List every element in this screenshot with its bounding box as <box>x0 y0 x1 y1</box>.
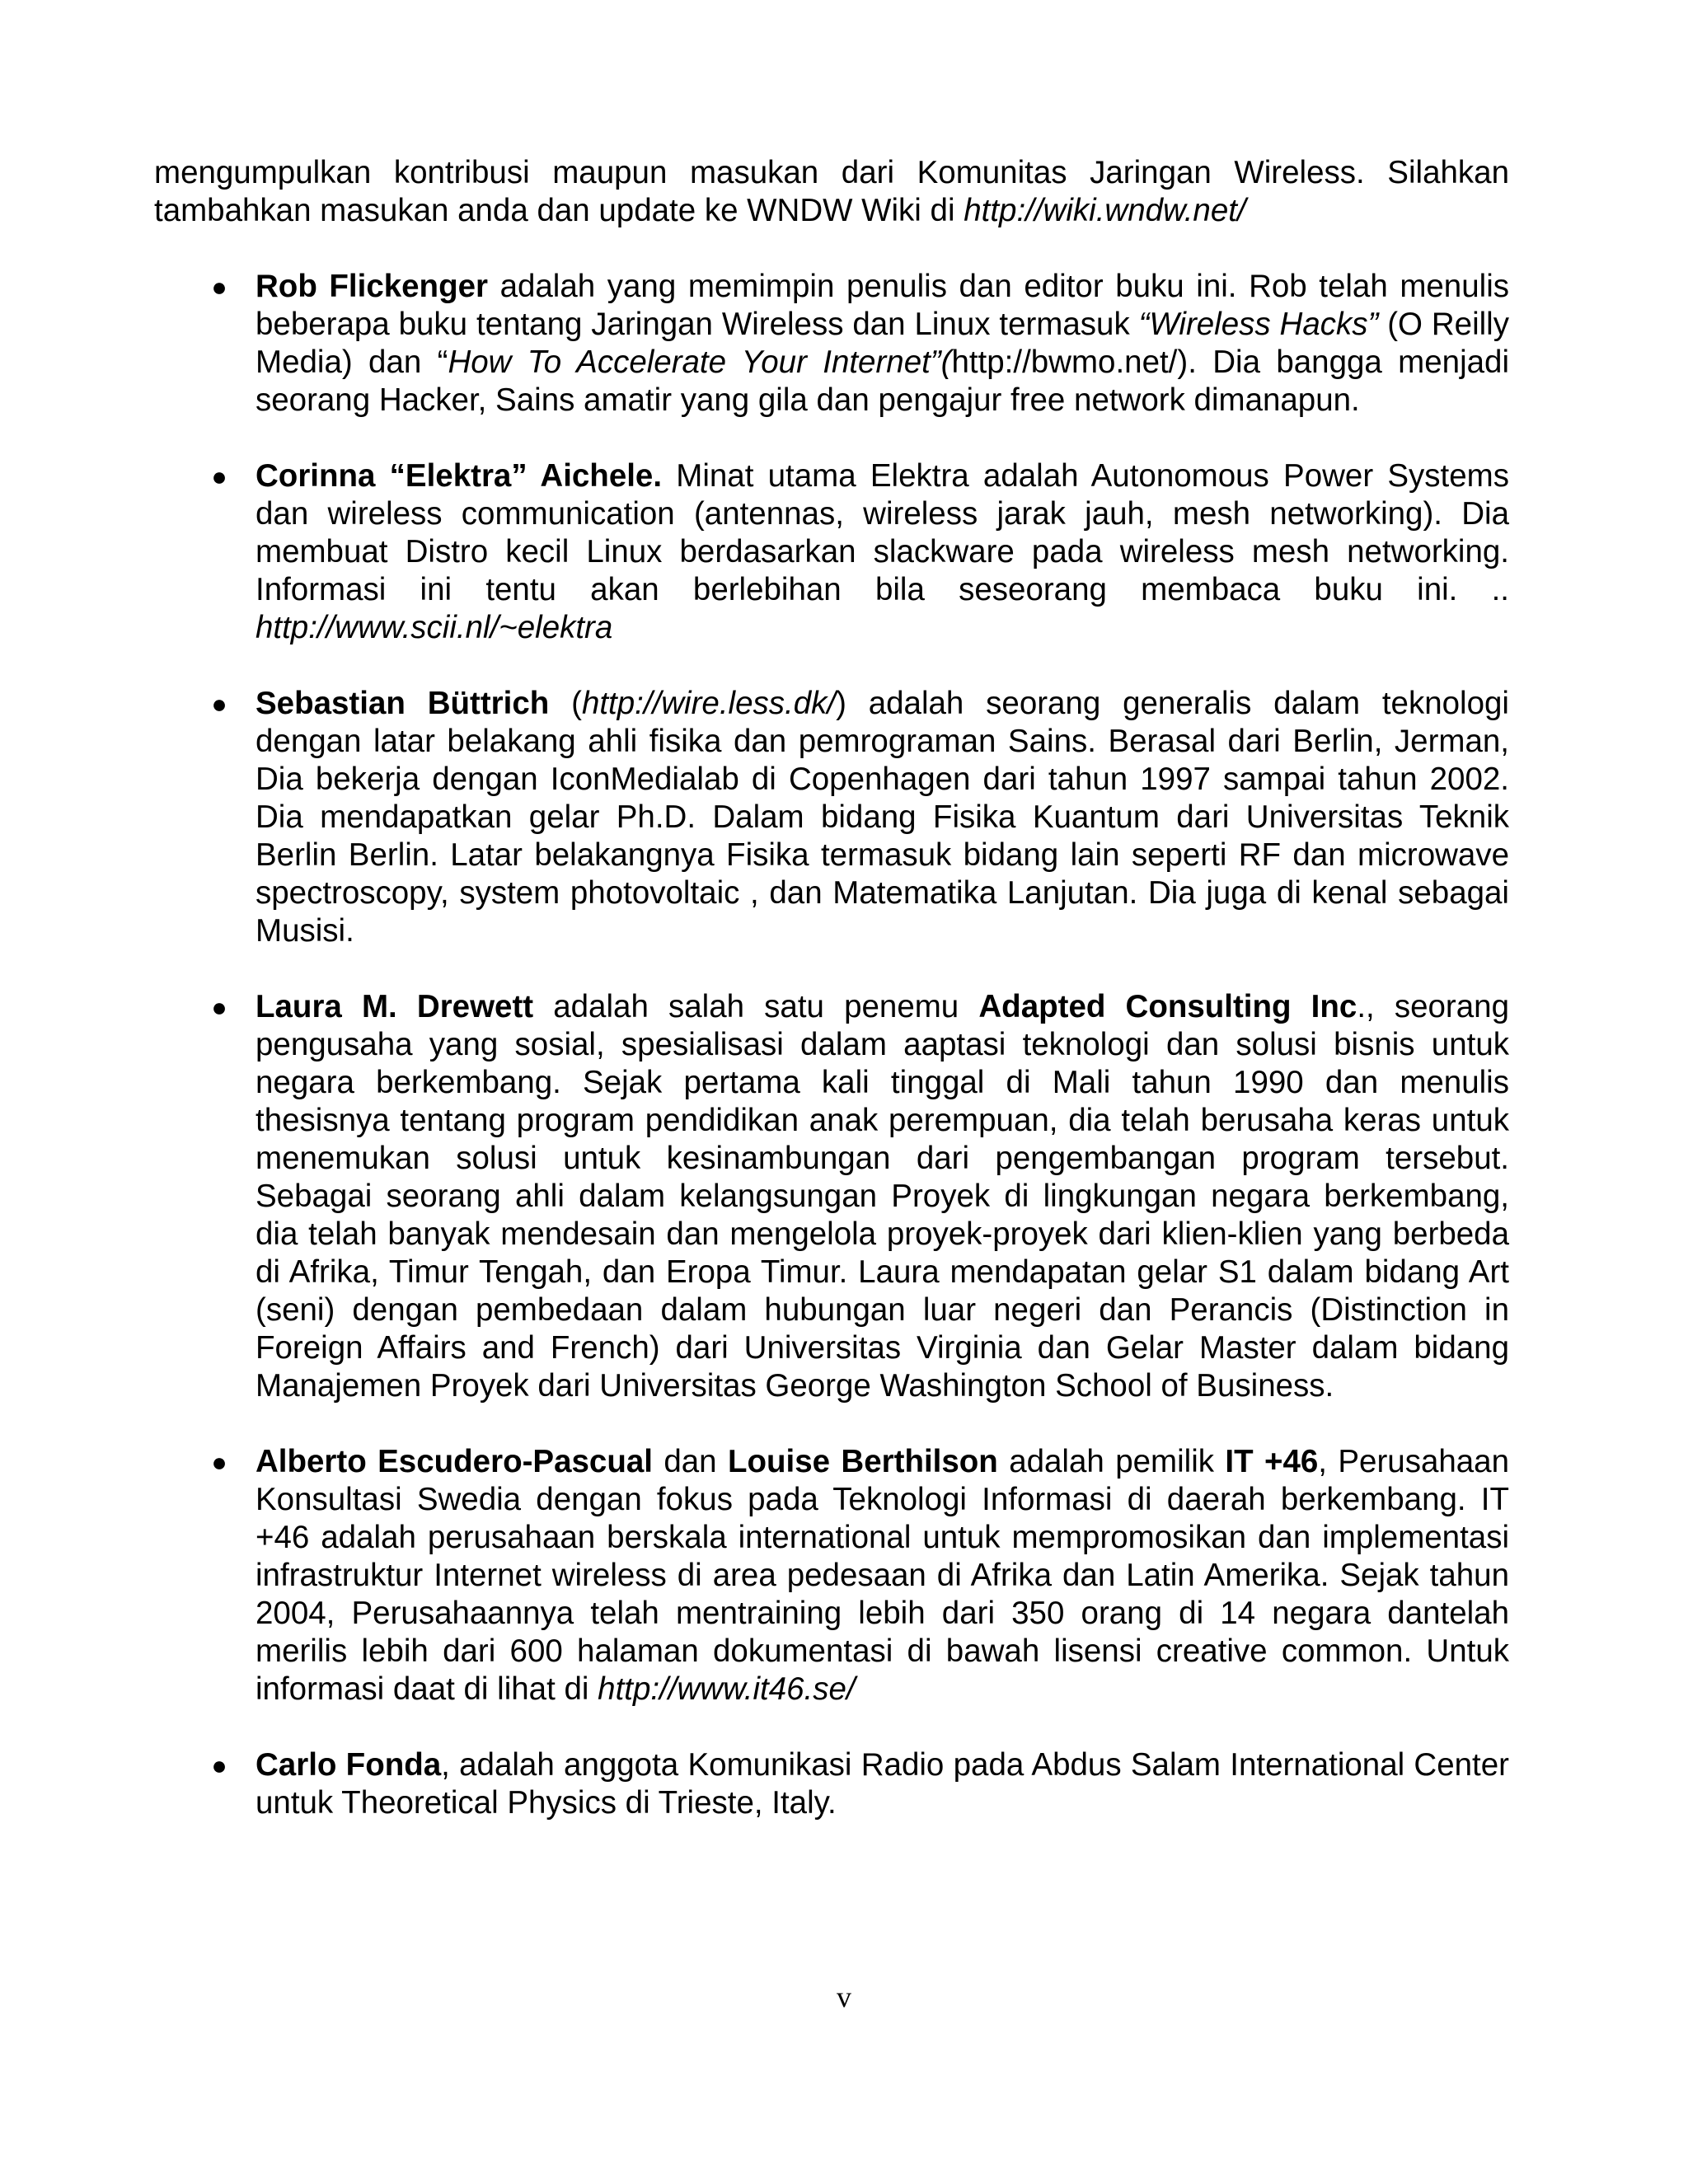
contributor-text: , Perusahaan Konsultasi Swedia dengan fokus pada Teknologi Informasi di daerah berkembang. IT +46 adalah perusahaan berskala international untuk mempromosikan dan implementasi infrastruktur Internet wireless di area pedesaan di Afrika dan Latin Amerika. Sejak tahun 2004, Perusahaannya telah mentraining lebih dari 350 orang di 14 negara dantelah merilis lebih dari 600 halaman dokumentasi di bawah lisensi creative common. Untuk informasi daat di lihat di <box>256 1444 1510 1707</box>
bullet-icon: ● <box>211 272 227 302</box>
contributor-name: Rob Flickenger <box>256 269 488 304</box>
organization-name: Adapted Consulting Inc <box>978 989 1357 1024</box>
contributor-link[interactable]: http://www.scii.nl/~elektra <box>256 610 613 645</box>
contributor-name: Sebastian Büttrich <box>256 686 550 721</box>
contributor-item <box>154 457 1509 647</box>
bullet-icon: ● <box>211 1447 227 1477</box>
intro-text: mengumpulkan kontribusi maupun masukan dari Komunitas Jaringan Wireless. Silahkan tambahkan masukan anda dan update ke WNDW Wiki di <box>154 155 1509 228</box>
wiki-link[interactable]: http://wiki.wndw.net/ <box>964 193 1246 228</box>
contributor-item <box>154 988 1509 1405</box>
contributor-item <box>154 268 1509 419</box>
intro-paragraph <box>154 154 1509 230</box>
contributor-name: Corinna “Elektra” Aichele. <box>256 458 663 494</box>
contributor-text: Minat utama Elektra adalah Autonomous Power Systems dan wireless communication (antennas, wireless jarak jauh, mesh networking). Dia membuat Distro kecil Linux berdasarkan slackware pada wireless mesh networking. Informasi ini tentu akan berlebihan bila seseorang membaca buku ini. .. <box>256 458 1509 607</box>
bullet-icon: ● <box>211 992 227 1022</box>
organization-name: IT +46 <box>1225 1444 1319 1479</box>
contributor-name: Laura M. Drewett <box>256 989 534 1024</box>
contributor-text: http://bwmo.net/). Dia bangga menjadi seorang Hacker, Sains amatir yang gila dan pengajur free network dimanapun. <box>256 344 1510 418</box>
contributor-text: , adalah anggota Komunikasi Radio pada Abdus Salam International Center untuk Theoretical Physics di Trieste, Italy. <box>256 1747 1509 1821</box>
page-number: v <box>837 1980 851 2013</box>
contributor-link[interactable]: http://wire.less.dk/ <box>581 686 837 721</box>
contributor-item <box>154 1443 1509 1708</box>
contributor-text: adalah yang memimpin penulis dan editor buku ini. Rob telah menulis beberapa buku tentang Jaringan Wireless dan Linux termasuk <box>256 269 1509 342</box>
contributor-item <box>154 685 1509 950</box>
contributor-text: ., seorang pengusaha yang sosial, spesialisasi dalam aaptasi teknologi dan solusi bisnis untuk negara berkembang. Sejak pertama kali tinggal di Mali tahun 1990 dan menulis thesisnya tentang program pendidikan anak perempuan, dia telah berusaha keras untuk menemukan solusi untuk kesinambungan dari pengembangan program tersebut. Sebagai seorang ahli dalam kelangsungan Proyek di lingkungan negara berkembang, dia telah banyak mendesain dan mengelola proyek-proyek dari klien-klien yang berbeda di Afrika, Timur Tengah, dan Eropa Timur. Laura mendapatan gelar S1 dalam bidang Art (seni) dengan pembedaan dalam hubungan luar negeri dan Perancis (Distinction in Foreign Affairs and French) dari Universitas Virginia dan Gelar Master dalam bidang Manajemen Proyek dari Universitas George Washington School of Business. <box>256 989 1509 1404</box>
bullet-icon: ● <box>211 1750 227 1780</box>
book-title: “Wireless Hacks” <box>1138 307 1379 342</box>
contributor-name: Louise Berthilson <box>727 1444 998 1479</box>
contributor-name: Alberto Escudero-Pascual <box>256 1444 653 1479</box>
contributor-item <box>154 1746 1509 1822</box>
book-title: How To Accelerate Your Internet”( <box>448 344 952 380</box>
contributor-text: dan <box>652 1444 728 1479</box>
contributor-text: adalah salah satu penemu <box>533 989 979 1024</box>
contributor-text: ) adalah seorang generalis dalam teknologi dengan latar belakang ahli fisika dan pemrograman Sains. Berasal dari Berlin, Jerman, Dia bekerja dengan IconMedialab di Copenhagen dari tahun 1997 sampai tahun 2002. Dia mendapatkan gelar Ph.D. Dalam bidang Fisika Kuantum dari Universitas Teknik Berlin Berlin. Latar belakangnya Fisika termasuk bidang lain seperti RF dan microwave spectroscopy, system photovoltaic , dan Matematika Lanjutan. Dia juga di kenal sebagai Musisi. <box>256 686 1509 949</box>
bullet-icon: ● <box>211 462 227 491</box>
page-content <box>154 154 1509 1860</box>
bullet-icon: ● <box>211 689 227 719</box>
contributor-link[interactable]: http://www.it46.se/ <box>598 1671 856 1707</box>
contributor-text: ( <box>549 686 582 721</box>
contributor-text: adalah pemilik <box>997 1444 1226 1479</box>
contributor-text: (O Reilly Media) dan “ <box>256 307 1509 380</box>
contributor-name: Carlo Fonda <box>256 1747 442 1783</box>
contributor-list <box>154 268 1509 1822</box>
